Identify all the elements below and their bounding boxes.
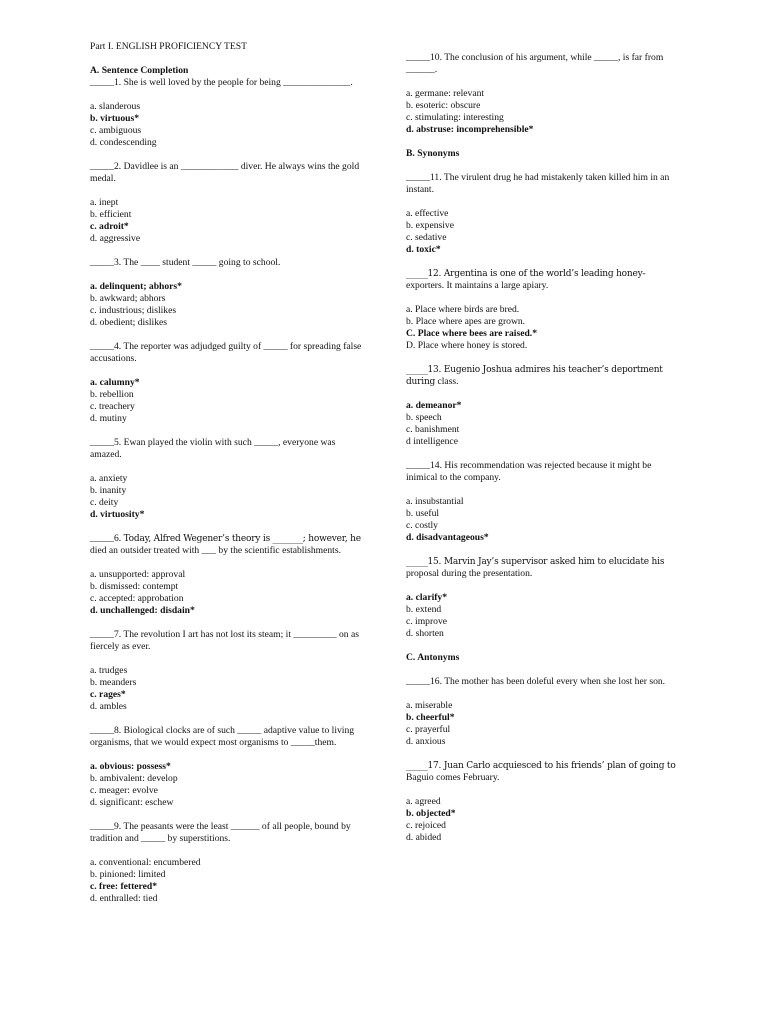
question-stem: _____14. His recommendation was rejected because it might be inimical to the company.: [406, 460, 652, 483]
option-a: a. germane: relevant: [406, 88, 485, 99]
option-c: c. meager: evolve: [90, 785, 158, 796]
option-b: b. speech: [406, 412, 442, 423]
option-d: d. anxious: [406, 736, 446, 747]
option-a: a. agreed: [406, 796, 441, 807]
option-b-answer: b. objected*: [406, 808, 456, 819]
option-b: b. expensive: [406, 220, 454, 231]
option-a: a. anxiety: [90, 473, 128, 484]
option-d: d. aggressive: [90, 233, 141, 244]
option-a: a. insubstantial: [406, 496, 464, 507]
question-stem: _____3. The ____ student _____ going to school.: [90, 257, 281, 268]
option-d: d. obedient; dislikes: [90, 317, 168, 328]
question-17: [406, 760, 678, 844]
option-b: b. efficient: [90, 209, 132, 220]
question-number: _____6.: [90, 533, 124, 544]
option-c: c. costly: [406, 520, 438, 531]
option-c-answer: c. rages*: [90, 689, 126, 700]
question-stem: [90, 533, 362, 557]
option-b: b. inanity: [90, 485, 127, 496]
question-13: [406, 364, 678, 448]
option-b: b. ambivalent: develop: [90, 773, 178, 784]
option-c: c. sedative: [406, 232, 447, 243]
section-title-synonyms: B. Synonyms: [406, 148, 460, 159]
option-c: c. ambiguous: [90, 125, 142, 136]
option-d: d. condescending: [90, 137, 157, 148]
option-c: c. accepted: approbation: [90, 593, 184, 604]
option-a: a. conventional: encumbered: [90, 857, 201, 868]
question-stem: _____5. Ewan played the violin with such _____, everyone was amazed.: [90, 437, 336, 460]
option-c-answer: C. Place where bees are raised.*: [406, 328, 537, 339]
option-d: d. abided: [406, 832, 442, 843]
option-c: c. industrious; dislikes: [90, 305, 177, 316]
question-stem-rest: Baguio comes February.: [406, 772, 500, 783]
section-title-sentence-completion: A. Sentence Completion: [90, 65, 189, 76]
option-a-answer: a. demeanor*: [406, 400, 462, 411]
question-stem-highlighted: _____17. Juan Carlo acquiesced to his friends’ plan of going to: [406, 761, 676, 771]
option-b: b. rebellion: [90, 389, 134, 400]
question-15: [406, 556, 678, 640]
option-b: b. pinioned: limited: [90, 869, 166, 880]
option-b: b. awkward; abhors: [90, 293, 166, 304]
question-stem: _____4. The reporter was adjudged guilty of _____ for spreading false accusations.: [90, 341, 362, 364]
option-b: b. meanders: [90, 677, 137, 688]
question-stem: _____8. Biological clocks are of such _____ adaptive value to living organisms, that we would expect most organisms to _____them.: [90, 725, 355, 748]
part-title: Part I. ENGLISH PROFICIENCY TEST: [90, 41, 247, 52]
option-c-answer: c. adroit*: [90, 221, 129, 232]
question-stem: [406, 268, 678, 292]
question-4: [90, 341, 362, 425]
option-c: c. prayerful: [406, 724, 451, 735]
option-d: d. enthralled: tied: [90, 893, 158, 904]
question-stem: _____11. The virulent drug he had mistakenly taken killed him in an instant.: [406, 172, 670, 195]
question-6: [90, 533, 362, 617]
option-a: a. Place where birds are bred.: [406, 304, 520, 315]
question-9: [90, 821, 362, 905]
option-c: c. rejoiced: [406, 820, 446, 831]
option-d: d. shorten: [406, 628, 444, 639]
question-stem-highlighted: Today, Alfred Wegener’s theory is _______; however, he: [123, 534, 361, 544]
option-b: b. Place where apes are grown.: [406, 316, 526, 327]
option-c-answer: c. free: fettered*: [90, 881, 158, 892]
question-stem-highlighted: _____13. Eugenio Joshua admires his teacher’s deportment during: [406, 365, 663, 387]
question-stem: _____7. The revolution I art has not lost its steam; it _________ on as fiercely as ever.: [90, 629, 359, 652]
question-stem-rest: class.: [435, 376, 459, 387]
option-a: a. slanderous: [90, 101, 141, 112]
option-a-answer: a. calumny*: [90, 377, 140, 388]
question-3: [90, 257, 362, 329]
question-stem: _____9. The peasants were the least ______ of all people, bound by tradition and _____ by superstitions.: [90, 821, 351, 844]
question-1: [90, 77, 362, 149]
option-d: d. mutiny: [90, 413, 127, 424]
option-a-answer: a. obvious: possess*: [90, 761, 171, 772]
option-c: c. improve: [406, 616, 448, 627]
option-c: c. deity: [90, 497, 119, 508]
question-stem-highlighted: _____15. Marvin Jay’s supervisor asked him to elucidate his: [406, 557, 665, 567]
question-stem-rest: died an outsider treated with ___ by the scientific establishments.: [90, 545, 341, 556]
question-stem-rest: proposal during the presentation.: [406, 568, 533, 579]
question-7: [90, 629, 362, 713]
option-d: d intelligence: [406, 436, 458, 447]
option-a: a. inept: [90, 197, 119, 208]
question-8: [90, 725, 362, 809]
option-a: a. trudges: [90, 665, 128, 676]
option-d-answer: d. toxic*: [406, 244, 441, 255]
option-d: d. significant: eschew: [90, 797, 174, 808]
question-11: [406, 172, 678, 256]
option-d-answer: d. unchallenged: disdain*: [90, 605, 195, 616]
option-d: d. ambles: [90, 701, 127, 712]
option-d-answer: d. virtuosity*: [90, 509, 145, 520]
question-stem: [406, 364, 678, 388]
question-14: [406, 460, 678, 544]
question-stem-highlighted: _____12. Argentina is one of the world’s leading honey: [406, 269, 643, 279]
question-stem: _____16. The mother has been doleful every when she lost her son.: [406, 676, 666, 687]
option-b-answer: b. virtuous*: [90, 113, 140, 124]
left-column: [90, 41, 362, 917]
option-d-answer: d. abstruse: incomprehensible*: [406, 124, 534, 135]
section-title-antonyms: C. Antonyms: [406, 652, 460, 663]
option-c: c. treachery: [90, 401, 135, 412]
option-a: a. miserable: [406, 700, 453, 711]
option-b: b. useful: [406, 508, 440, 519]
option-a-answer: a. delinquent; abhors*: [90, 281, 182, 292]
option-d-answer: d. disadvantageous*: [406, 532, 489, 543]
question-5: [90, 437, 362, 521]
question-stem: _____10. The conclusion of his argument, while _____, is far from ______.: [406, 52, 664, 75]
question-16: [406, 676, 678, 748]
question-2: [90, 161, 362, 245]
question-10: [406, 52, 678, 136]
option-a-answer: a. clarify*: [406, 592, 448, 603]
option-b: b. extend: [406, 604, 442, 615]
question-stem: _____2. Davidlee is an ____________ diver. He always wins the gold medal.: [90, 161, 360, 184]
question-stem: [406, 556, 678, 580]
option-a: a. effective: [406, 208, 449, 219]
option-d: D. Place where honey is stored.: [406, 340, 528, 351]
option-b-answer: b. cheerful*: [406, 712, 455, 723]
right-column: [406, 52, 678, 856]
option-b: b. dismissed: contempt: [90, 581, 179, 592]
question-stem: _____1. She is well loved by the people for being ______________.: [90, 77, 353, 88]
option-c: c. banishment: [406, 424, 460, 435]
question-stem: [406, 760, 678, 784]
option-b: b. esoteric: obscure: [406, 100, 481, 111]
option-c: c. stimulating: interesting: [406, 112, 504, 123]
question-stem-rest: -exporters. It maintains a large apiary.: [406, 268, 646, 291]
option-a: a. unsupported: approval: [90, 569, 186, 580]
question-12: [406, 268, 678, 352]
